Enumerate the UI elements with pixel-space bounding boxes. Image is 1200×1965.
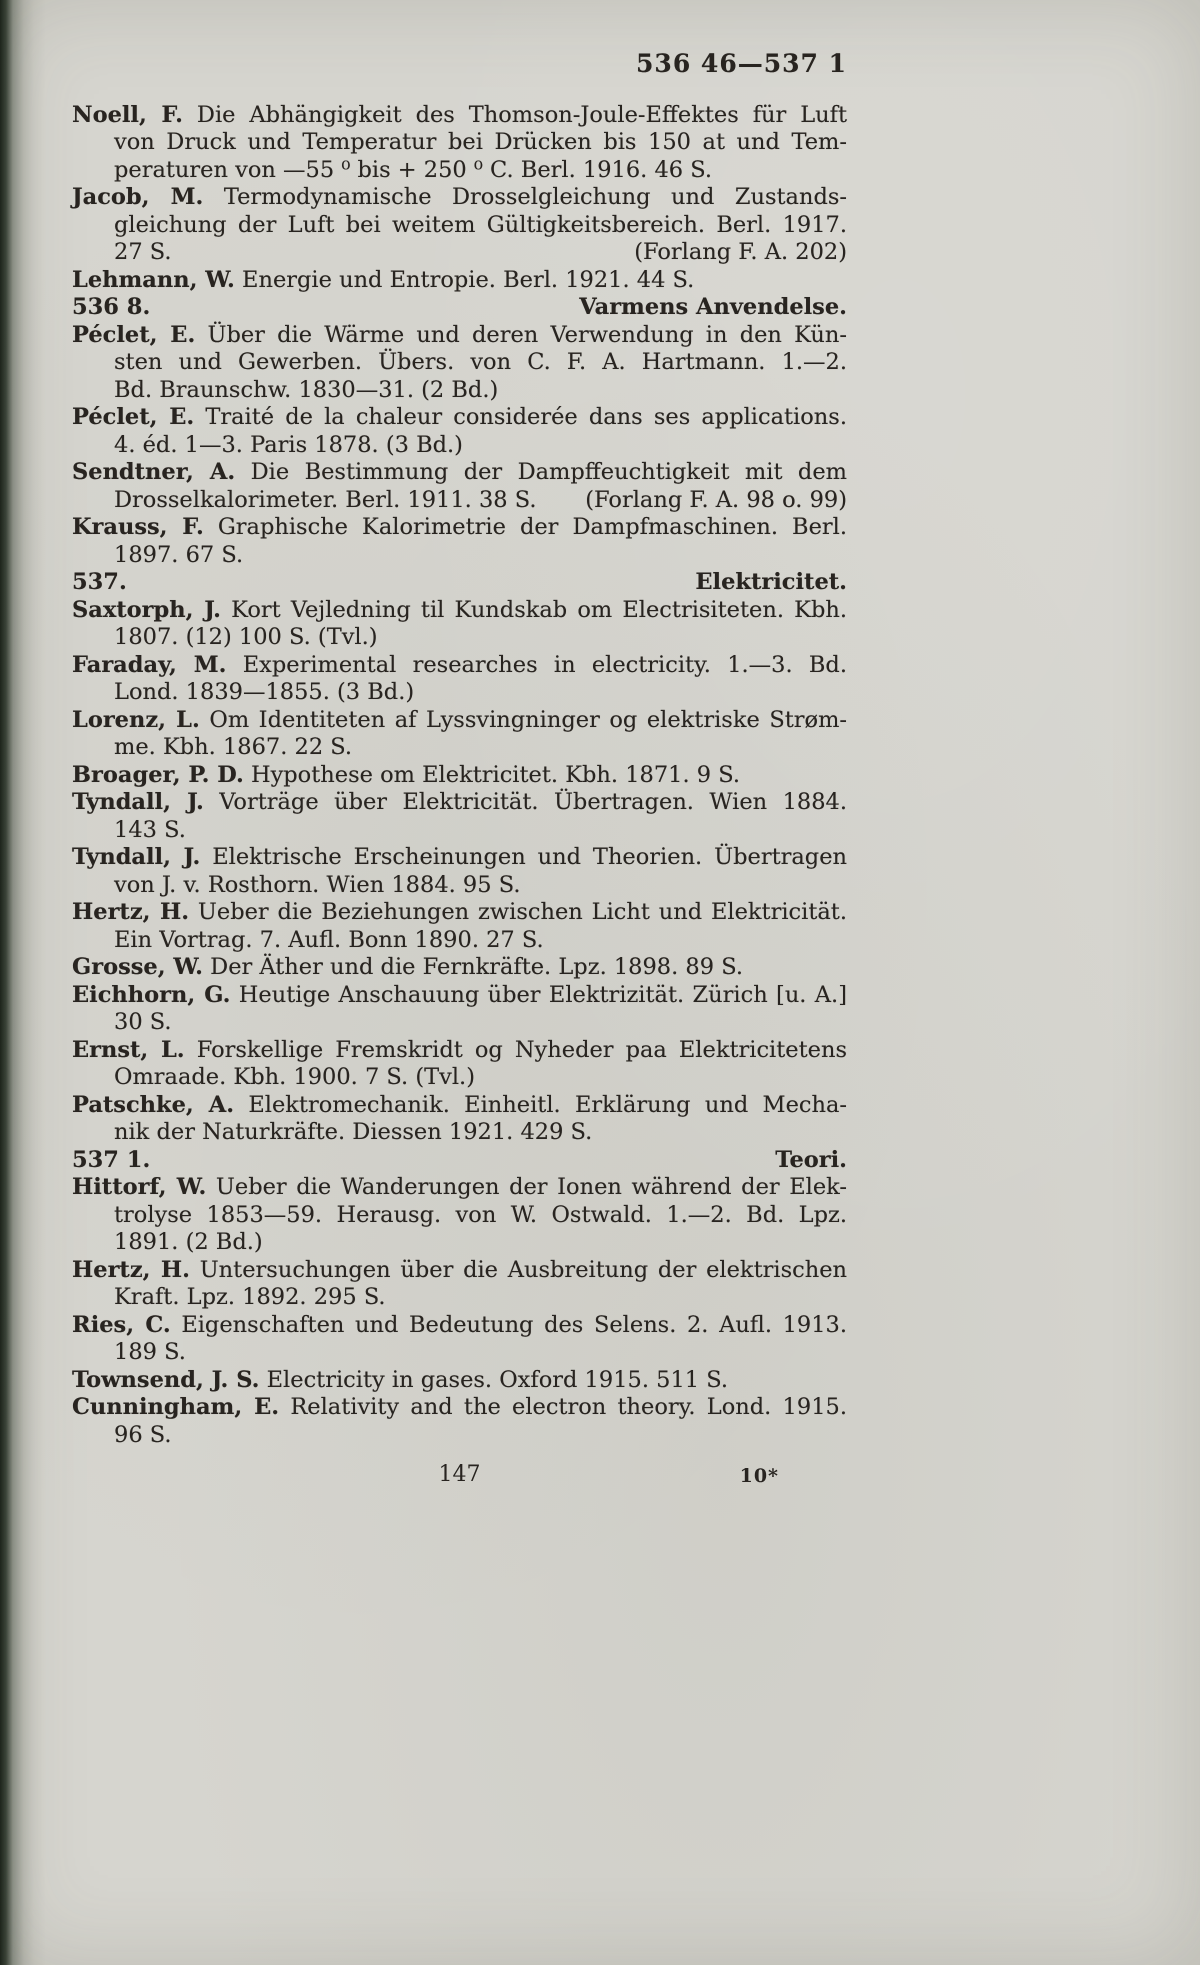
entry-line: 30 S. bbox=[114, 1009, 172, 1035]
entry-line: Bd. Braunschw. 1830—31. (2 Bd.) bbox=[114, 376, 499, 403]
entry-line-right: (Forlang F. A. 98 o. 99) bbox=[585, 486, 847, 513]
bibliography-entry bbox=[72, 789, 847, 844]
text-block bbox=[72, 50, 847, 1449]
entry-author: Eichhorn, G. bbox=[72, 981, 231, 1008]
entry-line: Lond. 1839—1855. (3 Bd.) bbox=[114, 679, 415, 705]
entry-author: Hertz, H. bbox=[72, 899, 190, 925]
page-footer bbox=[72, 1462, 847, 1487]
entry-line: Lehmann, W. Energie und Entropie. Berl. 1921. 44 S. bbox=[72, 266, 695, 293]
entry-line: me. Kbh. 1867. 22 S. bbox=[114, 734, 353, 760]
entry-author: Broager, P. D. bbox=[72, 761, 244, 788]
bibliography-entry bbox=[72, 514, 847, 569]
entry-line: 1897. 67 S. bbox=[114, 541, 244, 568]
entry-author: Ries, C. bbox=[72, 1311, 171, 1338]
entry-author: Faraday, M. bbox=[72, 651, 227, 678]
entry-author: Péclet, E. bbox=[72, 404, 195, 430]
section-number: 536 8. bbox=[72, 294, 151, 320]
entry-line-left: 27 S. bbox=[114, 239, 172, 265]
section-title: Teori. bbox=[775, 1146, 847, 1173]
bibliography-entry bbox=[72, 404, 847, 459]
entry-line: Ein Vortrag. 7. Aufl. Bonn 1890. 27 S. bbox=[114, 926, 544, 953]
entry-line: Faraday, M. Experimental researches in electricity. 1.—3. Bd. bbox=[72, 651, 847, 678]
entry-list bbox=[72, 102, 847, 1450]
section-title: Varmens Anvendelse. bbox=[579, 294, 847, 320]
entry-line: Tyndall, J. Vorträge über Elektricität. Übertragen. Wien 1884. bbox=[72, 789, 847, 815]
entry-line: Omraade. Kbh. 1900. 7 S. (Tvl.) bbox=[114, 1064, 475, 1090]
bibliography-entry bbox=[72, 844, 847, 899]
entry-line: Ernst, L. Forskellige Fremskridt og Nyheder paa Elektricitetens bbox=[72, 1036, 847, 1063]
entry-line: gleichung der Luft bei weitem Gültigkeitsbereich. Berl. 1917. bbox=[114, 211, 847, 238]
entry-author: Townsend, J. S. bbox=[72, 1366, 260, 1393]
entry-author: Krauss, F. bbox=[72, 514, 204, 540]
section-title: Elektricitet. bbox=[695, 569, 847, 595]
entry-line: Townsend, J. S. Electricity in gases. Oxford 1915. 511 S. bbox=[72, 1366, 728, 1393]
entry-author: Grosse, W. bbox=[72, 954, 203, 980]
entry-author: Lehmann, W. bbox=[72, 266, 235, 293]
entry-author: Noell, F. bbox=[72, 101, 183, 128]
page-gutter-shadow bbox=[0, 0, 46, 1965]
entry-line: Hertz, H. Ueber die Beziehungen zwischen Licht und Elektricität. bbox=[72, 899, 847, 925]
entry-line: Saxtorph, J. Kort Vejledning til Kundskab om Electrisiteten. Kbh. bbox=[72, 596, 847, 623]
entry-line: peraturen von —55 ⁰ bis + 250 ⁰ C. Berl. 1916. 46 S. bbox=[114, 156, 712, 183]
entry-line: Grosse, W. Der Äther und die Fernkräfte. Lpz. 1898. 89 S. bbox=[72, 954, 743, 980]
entry-author: Péclet, E. bbox=[72, 321, 196, 348]
bibliography-entry bbox=[72, 1312, 847, 1367]
bibliography-entry bbox=[72, 899, 847, 954]
bibliography-entry bbox=[72, 267, 847, 295]
entry-author: Hittorf, W. bbox=[72, 1174, 207, 1200]
entry-line bbox=[72, 487, 847, 515]
section-heading bbox=[72, 1147, 847, 1175]
entry-author: Jacob, M. bbox=[72, 184, 204, 210]
entry-line: Hittorf, W. Ueber die Wanderungen der Ionen während der Elek- bbox=[72, 1174, 847, 1200]
entry-author: Cunningham, E. bbox=[72, 1394, 280, 1420]
section-number: 537. bbox=[72, 569, 127, 595]
entry-line: von Druck und Temperatur bei Drücken bis 150 at und Tem- bbox=[114, 129, 847, 155]
entry-line: Noell, F. Die Abhängigkeit des Thomson-Joule-Effektes für Luft bbox=[72, 101, 848, 128]
entry-line: Eichhorn, G. Heutige Anschauung über Elektrizität. Zürich [u. A.] bbox=[72, 981, 847, 1008]
bibliography-entry bbox=[72, 707, 847, 762]
entry-line bbox=[72, 239, 847, 267]
entry-line: Cunningham, E. Relativity and the electron theory. Lond. 1915. bbox=[72, 1394, 847, 1420]
bibliography-entry bbox=[72, 982, 847, 1037]
entry-line: trolyse 1853—59. Herausg. von W. Ostwald. 1.—2. Bd. Lpz. bbox=[114, 1201, 847, 1228]
entry-author: Lorenz, L. bbox=[72, 706, 200, 733]
bibliography-entry bbox=[72, 459, 847, 514]
entry-line: sten und Gewerben. Übers. von C. F. A. Hartmann. 1.—2. bbox=[114, 349, 847, 375]
entry-line: Péclet, E. Traité de la chaleur considerée dans ses applications. bbox=[72, 404, 847, 430]
bibliography-entry bbox=[72, 597, 847, 652]
entry-line: Péclet, E. Über die Wärme und deren Verwendung in den Kün- bbox=[72, 321, 847, 348]
section-heading bbox=[72, 569, 847, 597]
entry-line: Lorenz, L. Om Identiteten af Lyssvingninger og elektriske Strøm- bbox=[72, 706, 848, 733]
running-head-classification-range: 536 46—537 1 bbox=[636, 49, 847, 78]
bibliography-entry bbox=[72, 1394, 847, 1449]
entry-line: Jacob, M. Termodynamische Drosselgleichung und Zustands- bbox=[72, 184, 847, 210]
entry-line: 96 S. bbox=[114, 1421, 172, 1448]
signature-mark: 10* bbox=[739, 1465, 779, 1487]
bibliography-entry bbox=[72, 1037, 847, 1092]
entry-author: Tyndall, J. bbox=[72, 789, 204, 815]
bibliography-entry bbox=[72, 1092, 847, 1147]
entry-author: Tyndall, J. bbox=[72, 844, 201, 870]
bibliography-entry bbox=[72, 322, 847, 405]
entry-line: 143 S. bbox=[114, 816, 186, 843]
page-number: 147 bbox=[438, 1462, 481, 1487]
entry-line: Patschke, A. Elektromechanik. Einheitl. Erklärung und Mecha- bbox=[72, 1091, 847, 1118]
bibliography-entry bbox=[72, 102, 847, 185]
entry-line: 1891. (2 Bd.) bbox=[114, 1229, 263, 1255]
section-number: 537 1. bbox=[72, 1146, 151, 1173]
entry-line: Tyndall, J. Elektrische Erscheinungen und Theorien. Übertragen bbox=[72, 844, 847, 870]
entry-line: 1807. (12) 100 S. (Tvl.) bbox=[114, 624, 378, 650]
entry-line: 4. éd. 1—3. Paris 1878. (3 Bd.) bbox=[114, 431, 463, 458]
entry-author: Patschke, A. bbox=[72, 1091, 235, 1118]
bibliography-entry bbox=[72, 1367, 847, 1395]
entry-line: Hertz, H. Untersuchungen über die Ausbreitung der elektrischen bbox=[72, 1256, 848, 1283]
entry-line: Kraft. Lpz. 1892. 295 S. bbox=[114, 1284, 386, 1310]
entry-line: Broager, P. D. Hypothese om Elektricitet. Kbh. 1871. 9 S. bbox=[72, 761, 740, 788]
entry-author: Sendtner, A. bbox=[72, 459, 236, 485]
section-heading bbox=[72, 294, 847, 322]
entry-line: Sendtner, A. Die Bestimmung der Dampffeuchtigkeit mit dem bbox=[72, 459, 847, 485]
entry-line-left: Drosselkalorimeter. Berl. 1911. 38 S. bbox=[114, 486, 537, 513]
bibliography-entry bbox=[72, 1257, 847, 1312]
bibliography-entry bbox=[72, 954, 847, 982]
entry-line: Ries, C. Eigenschaften und Bedeutung des Selens. 2. Aufl. 1913. bbox=[72, 1311, 847, 1338]
entry-line: von J. v. Rosthorn. Wien 1884. 95 S. bbox=[114, 871, 521, 898]
entry-line: nik der Naturkräfte. Diessen 1921. 429 S. bbox=[114, 1119, 593, 1145]
entry-author: Hertz, H. bbox=[72, 1256, 190, 1283]
bibliography-entry bbox=[72, 652, 847, 707]
bibliography-entry bbox=[72, 1174, 847, 1257]
entry-line: Krauss, F. Graphische Kalorimetrie der Dampfmaschinen. Berl. bbox=[72, 514, 847, 540]
entry-author: Saxtorph, J. bbox=[72, 596, 221, 623]
entry-line-right: (Forlang F. A. 202) bbox=[634, 239, 847, 265]
bibliography-entry bbox=[72, 184, 847, 267]
entry-line: 189 S. bbox=[114, 1339, 186, 1365]
bibliography-entry bbox=[72, 762, 847, 790]
entry-author: Ernst, L. bbox=[72, 1036, 185, 1063]
